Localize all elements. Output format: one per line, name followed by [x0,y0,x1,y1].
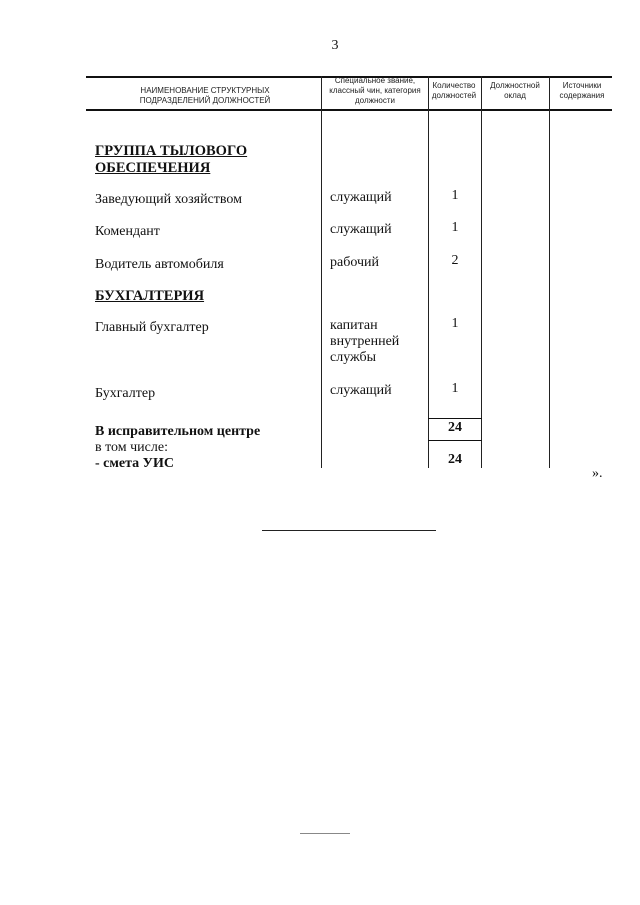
group-title-line2: ОБЕСПЕЧЕНИЯ [95,160,211,176]
header-bottom-rule [86,109,612,111]
header-count: Количество должностей [431,81,477,100]
header-name: НАИМЕНОВАНИЕ СТРУКТУРНЫХ ПОДРАЗДЕЛЕНИЙ ДОЛЖНОСТЕЙ [139,86,271,105]
position-count: 1 [451,220,459,235]
scan-speck [300,833,350,834]
closing-mark: ». [592,466,603,481]
total-count: 24 [448,420,462,435]
group-title-accounting: БУХГАЛТЕРИЯ [95,288,205,304]
position-count: 2 [451,253,459,268]
header-rank: Специальное звание, классный чин, категория должности [329,76,421,105]
position-category: служащий [330,222,392,237]
position-name: Водитель автомобиля [95,257,224,272]
total-count-rule [428,440,482,441]
smeta-label: - смета УИС [95,456,174,471]
page-number: 3 [331,38,339,53]
group-title-line1: ГРУППА ТЫЛОВОГО [95,143,248,159]
position-count: 1 [451,381,459,396]
category-line3: службы [330,350,377,365]
position-name: Комендант [95,224,160,239]
totals-top-rule [428,418,482,419]
group-title-logistics [95,143,247,177]
position-count: 1 [451,188,459,203]
totals-sublabel: в том числе: [95,440,168,455]
category-line2: внутренней [330,334,400,349]
smeta-count: 24 [448,452,462,467]
position-name: Главный бухгалтер [95,320,209,335]
position-category: рабочий [330,255,379,270]
footer-rule [262,530,436,531]
position-name: Заведующий хозяйством [95,192,242,207]
column-divider-2 [428,76,429,468]
header-source: Источники содержания [559,81,605,100]
position-category: служащий [330,190,392,205]
header-salary: Должностной оклад [490,81,540,100]
position-category: служащий [330,383,392,398]
column-divider-4 [549,76,550,468]
totals-label: В исправительном центре [95,424,261,439]
category-line1: капитан [330,318,378,333]
column-divider-1 [321,76,322,468]
column-divider-3 [481,76,482,468]
position-name: Бухгалтер [95,386,156,401]
position-category [330,318,399,366]
position-count: 1 [451,316,459,331]
